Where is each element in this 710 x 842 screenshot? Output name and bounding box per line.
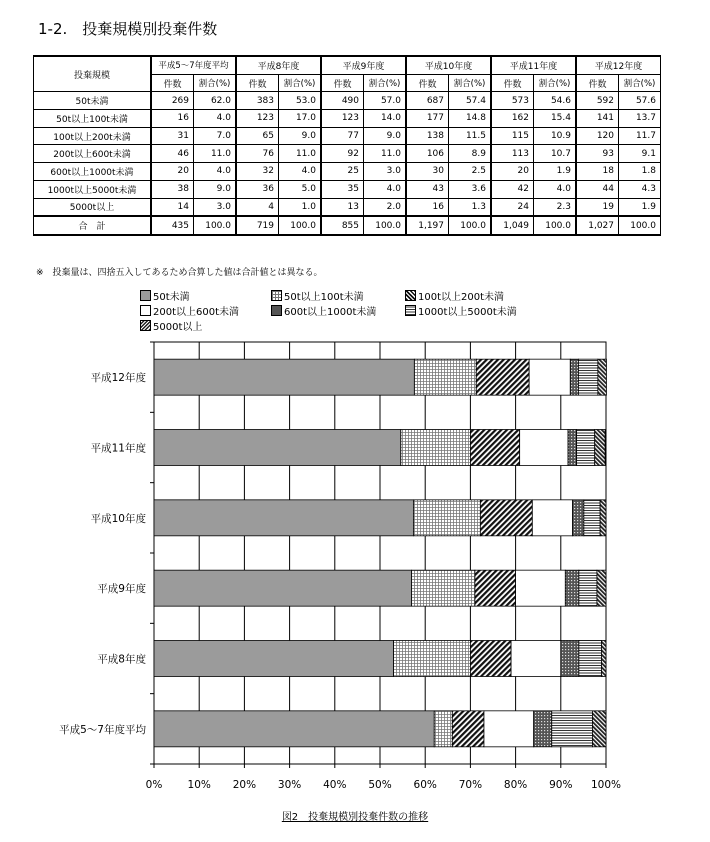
sub-header-count: 件数: [151, 74, 194, 92]
data-table: [33, 55, 661, 236]
pct-cell: 8.9: [449, 145, 492, 163]
page-heading: 1-2. 投棄規模別投棄件数: [38, 20, 218, 38]
bar-segment: [601, 641, 606, 677]
category-label: 平成5～7年度平均: [59, 723, 146, 736]
count-cell: 123: [236, 110, 279, 128]
bar-segment: [401, 430, 471, 466]
bar-segment: [413, 500, 480, 536]
x-tick-label: 0%: [145, 779, 163, 791]
sub-header-pct: 割合(%): [279, 74, 322, 92]
bar-segment: [584, 500, 600, 536]
total-label: 合 計: [34, 216, 152, 235]
x-tick-label: 10%: [187, 779, 211, 791]
count-cell: 490: [321, 92, 364, 110]
pct-cell: 11.7: [619, 127, 661, 145]
legend-item: [271, 288, 364, 303]
bar-segment: [475, 570, 516, 606]
year-header: 平成5～7年度平均: [151, 56, 236, 74]
bar-segment: [154, 430, 401, 466]
pct-cell: 100.0: [449, 216, 492, 235]
pct-cell: 3.0: [194, 198, 237, 216]
pct-cell: 17.0: [279, 110, 322, 128]
legend-swatch: [271, 290, 282, 301]
stacked-bar-chart: [0, 330, 710, 800]
pct-cell: 7.0: [194, 127, 237, 145]
legend-label: 5000t以上: [153, 322, 203, 333]
count-cell: 269: [151, 92, 194, 110]
bar-segment: [579, 570, 597, 606]
pct-cell: 9.0: [194, 180, 237, 198]
pct-cell: 1.9: [619, 198, 661, 216]
bar-segment: [480, 500, 532, 536]
count-cell: 31: [151, 127, 194, 145]
count-cell: 35: [321, 180, 364, 198]
count-cell: 1,027: [576, 216, 619, 235]
pct-cell: 14.8: [449, 110, 492, 128]
pct-cell: 62.0: [194, 92, 237, 110]
bar-segment: [552, 711, 593, 747]
year-header: 平成8年度: [236, 56, 321, 74]
sub-header-pct: 割合(%): [194, 74, 237, 92]
count-cell: 43: [406, 180, 449, 198]
pct-cell: 10.9: [534, 127, 577, 145]
pct-cell: 4.0: [534, 180, 577, 198]
count-cell: 1,049: [491, 216, 534, 235]
count-cell: 32: [236, 163, 279, 181]
pct-cell: 100.0: [619, 216, 661, 235]
bar-segment: [452, 711, 484, 747]
count-cell: 93: [576, 145, 619, 163]
pct-cell: 10.7: [534, 145, 577, 163]
pct-cell: 1.8: [619, 163, 661, 181]
count-cell: 30: [406, 163, 449, 181]
pct-cell: 57.0: [364, 92, 407, 110]
legend-label: 50t未満: [153, 292, 190, 303]
pct-cell: 4.0: [279, 163, 322, 181]
bar-segment: [414, 359, 476, 395]
count-cell: 36: [236, 180, 279, 198]
pct-cell: 57.4: [449, 92, 492, 110]
x-tick-label: 60%: [413, 779, 437, 791]
bar-segment: [595, 430, 605, 466]
category-label: 平成12年度: [90, 372, 146, 385]
sub-header-count: 件数: [576, 74, 619, 92]
pct-cell: 100.0: [534, 216, 577, 235]
pct-cell: 2.0: [364, 198, 407, 216]
bar-segment: [592, 711, 606, 747]
table-note: ※ 投棄量は、四捨五入してあるため合算した値は合計値とは異なる。: [36, 268, 323, 278]
bar-segment: [470, 430, 519, 466]
bar-segment: [597, 570, 606, 606]
bar-segment: [532, 500, 572, 536]
count-cell: 20: [151, 163, 194, 181]
legend-label: 600t以上1000t未満: [284, 307, 377, 318]
count-cell: 573: [491, 92, 534, 110]
count-cell: 138: [406, 127, 449, 145]
figure-caption: 図2 投棄規模別投棄件数の推移: [281, 812, 429, 823]
year-header: 平成12年度: [576, 56, 661, 74]
bar-segment: [154, 359, 414, 395]
legend-swatch: [140, 290, 151, 301]
x-tick-label: 70%: [458, 779, 483, 791]
legend-label: 100t以上200t未満: [418, 292, 505, 303]
row-header: 投棄規模: [34, 56, 152, 92]
sub-header-count: 件数: [491, 74, 534, 92]
pct-cell: 1.0: [279, 198, 322, 216]
count-cell: 855: [321, 216, 364, 235]
bar-segment: [534, 711, 552, 747]
count-cell: 16: [151, 110, 194, 128]
sub-header-count: 件数: [406, 74, 449, 92]
pct-cell: 100.0: [194, 216, 237, 235]
bar-segment: [154, 500, 413, 536]
legend-swatch: [140, 305, 151, 316]
row-label: 200t以上600t未満: [34, 145, 152, 163]
pct-cell: 100.0: [279, 216, 322, 235]
count-cell: 18: [576, 163, 619, 181]
legend-item: [271, 303, 376, 318]
bar-segment: [568, 430, 577, 466]
x-tick-label: 50%: [368, 779, 392, 791]
x-tick-label: 90%: [549, 779, 573, 791]
pct-cell: 9.1: [619, 145, 661, 163]
pct-cell: 9.0: [364, 127, 407, 145]
pct-cell: 4.0: [194, 163, 237, 181]
bar-segment: [154, 641, 394, 677]
count-cell: 120: [576, 127, 619, 145]
bar-segment: [600, 500, 606, 536]
row-label: 100t以上200t未満: [34, 127, 152, 145]
pct-cell: 13.7: [619, 110, 661, 128]
pct-cell: 11.5: [449, 127, 492, 145]
count-cell: 44: [576, 180, 619, 198]
count-cell: 20: [491, 163, 534, 181]
pct-cell: 2.3: [534, 198, 577, 216]
pct-cell: 3.6: [449, 180, 492, 198]
pct-cell: 15.4: [534, 110, 577, 128]
count-cell: 115: [491, 127, 534, 145]
bar-segment: [516, 570, 566, 606]
bar-segment: [565, 570, 579, 606]
pct-cell: 4.0: [194, 110, 237, 128]
legend-label: 1000t以上5000t未満: [418, 307, 517, 318]
x-tick-label: 40%: [323, 779, 347, 791]
pct-cell: 53.0: [279, 92, 322, 110]
bar-segment: [520, 430, 568, 466]
count-cell: 13: [321, 198, 364, 216]
count-cell: 719: [236, 216, 279, 235]
pct-cell: 3.0: [364, 163, 407, 181]
category-label: 平成10年度: [90, 512, 146, 525]
pct-cell: 2.5: [449, 163, 492, 181]
bar-segment: [484, 711, 534, 747]
count-cell: 106: [406, 145, 449, 163]
count-cell: 46: [151, 145, 194, 163]
sub-header-pct: 割合(%): [449, 74, 492, 92]
pct-cell: 1.9: [534, 163, 577, 181]
count-cell: 123: [321, 110, 364, 128]
count-cell: 42: [491, 180, 534, 198]
pct-cell: 14.0: [364, 110, 407, 128]
x-tick-label: 30%: [277, 779, 302, 791]
bar-segment: [470, 641, 511, 677]
pct-cell: 4.0: [364, 180, 407, 198]
sub-header-count: 件数: [236, 74, 279, 92]
bar-segment: [579, 641, 602, 677]
count-cell: 25: [321, 163, 364, 181]
count-cell: 177: [406, 110, 449, 128]
x-tick-label: 100%: [590, 779, 622, 791]
count-cell: 77: [321, 127, 364, 145]
pct-cell: 11.0: [364, 145, 407, 163]
bar-segment: [578, 359, 597, 395]
legend-swatch: [271, 305, 282, 316]
pct-cell: 9.0: [279, 127, 322, 145]
bar-segment: [476, 359, 529, 395]
x-tick-label: 20%: [232, 779, 257, 791]
row-label: 50t未満: [34, 92, 152, 110]
bar-segment: [412, 570, 475, 606]
x-tick-label: 80%: [503, 779, 528, 791]
pct-cell: 5.0: [279, 180, 322, 198]
sub-header-pct: 割合(%): [619, 74, 661, 92]
bar-segment: [598, 359, 607, 395]
count-cell: 16: [406, 198, 449, 216]
count-cell: 14: [151, 198, 194, 216]
bar-segment: [561, 641, 579, 677]
legend-item: [140, 303, 239, 318]
pct-cell: 11.0: [279, 145, 322, 163]
count-cell: 383: [236, 92, 279, 110]
pct-cell: 100.0: [364, 216, 407, 235]
legend-item: [405, 288, 504, 303]
count-cell: 141: [576, 110, 619, 128]
pct-cell: 11.0: [194, 145, 237, 163]
legend-label: 50t以上100t未満: [284, 292, 364, 303]
row-label: 600t以上1000t未満: [34, 163, 152, 181]
legend-swatch: [405, 305, 416, 316]
bar-segment: [154, 711, 434, 747]
count-cell: 76: [236, 145, 279, 163]
row-label: 5000t以上: [34, 198, 152, 216]
legend-label: 200t以上600t未満: [153, 307, 240, 318]
bar-segment: [573, 500, 584, 536]
count-cell: 592: [576, 92, 619, 110]
count-cell: 38: [151, 180, 194, 198]
bar-segment: [434, 711, 452, 747]
count-cell: 162: [491, 110, 534, 128]
bar-segment: [154, 570, 412, 606]
sub-header-pct: 割合(%): [364, 74, 407, 92]
sub-header-count: 件数: [321, 74, 364, 92]
year-header: 平成9年度: [321, 56, 406, 74]
pct-cell: 4.3: [619, 180, 661, 198]
row-label: 50t以上100t未満: [34, 110, 152, 128]
pct-cell: 54.6: [534, 92, 577, 110]
bar-segment: [511, 641, 561, 677]
row-label: 1000t以上5000t未満: [34, 180, 152, 198]
category-label: 平成11年度: [90, 442, 146, 455]
legend-item: [140, 288, 190, 303]
category-label: 平成9年度: [97, 583, 146, 596]
count-cell: 4: [236, 198, 279, 216]
count-cell: 92: [321, 145, 364, 163]
legend-item: [405, 303, 517, 318]
bar-segment: [577, 430, 595, 466]
year-header: 平成11年度: [491, 56, 576, 74]
count-cell: 687: [406, 92, 449, 110]
count-cell: 435: [151, 216, 194, 235]
count-cell: 19: [576, 198, 619, 216]
pct-cell: 1.3: [449, 198, 492, 216]
bar-segment: [529, 359, 570, 395]
bar-segment: [570, 359, 578, 395]
sub-header-pct: 割合(%): [534, 74, 577, 92]
year-header: 平成10年度: [406, 56, 491, 74]
category-label: 平成8年度: [97, 653, 146, 666]
count-cell: 113: [491, 145, 534, 163]
bar-segment: [394, 641, 471, 677]
count-cell: 65: [236, 127, 279, 145]
count-cell: 1,197: [406, 216, 449, 235]
count-cell: 24: [491, 198, 534, 216]
pct-cell: 57.6: [619, 92, 661, 110]
legend-swatch: [405, 290, 416, 301]
